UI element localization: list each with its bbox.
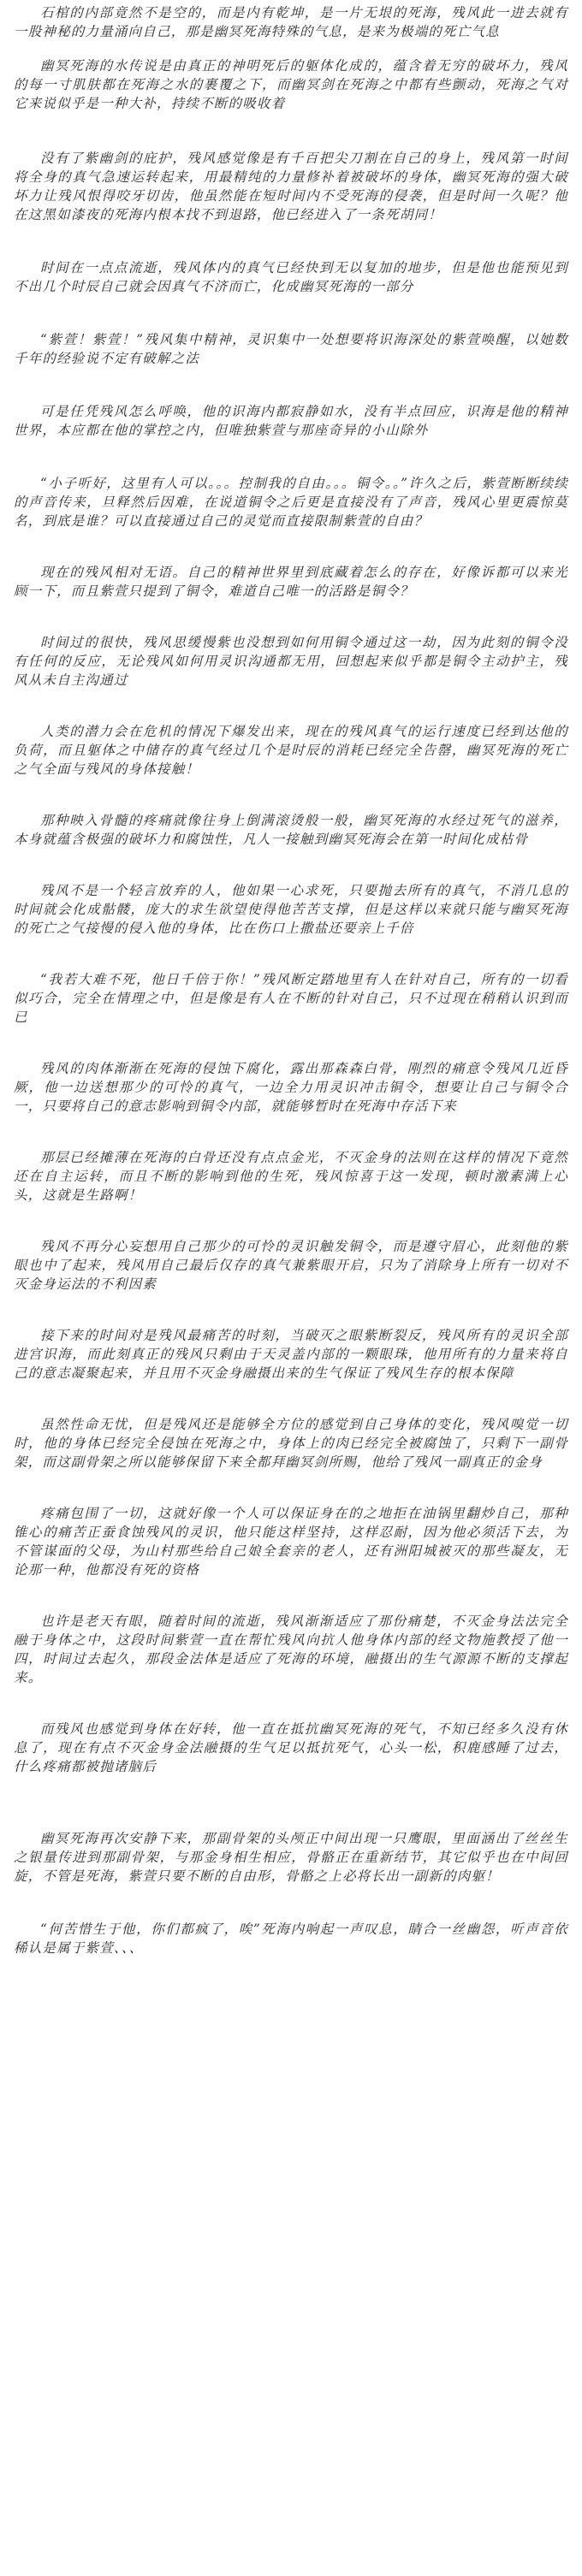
paragraph: 残风的肉体渐渐在死海的侵蚀下腐化，露出那森森白骨，刚烈的痛意令残风几近昏厥，他一边送想那少的可怜的真气，一边全力用灵识冲击铜令，想要让自己与铜令合一，只要将自己的意志影响到铜令内部，就能够暂时在死海中存活下来 — [14, 1061, 568, 1114]
paragraph: 现在的残风相对无语。自己的精神世界里到底藏着怎么的存在，好像诉都可以来光顾一下，而且紫萱只提到了铜令，难道自己唯一的活路是铜令？ — [14, 565, 568, 599]
paragraph: 时间在一点点流逝，残风体内的真气已经快到无以复加的地步，但是他也能预见到不出几个时辰自己就会因真气不济而亡，化成幽冥死海的一部分 — [14, 260, 568, 294]
paragraph: 虽然性命无忧，但是残风还是能够全方位的感觉到自己身体的变化，残风嗅觉一切时，他的身体已经完全侵蚀在死海之中，身体上的肉已经完全被腐蚀了，只剩下一副骨架，而这副骨架之所以能够保留下来全都拜幽冥剑所赐，他给了残风一副真正的金身 — [14, 1417, 568, 1470]
paragraph: “我若大难不死，他日千倍于你！”残风断定踏地里有人在针对自己，所有的一切看似巧合，完全在情理之中，但是像是有人在不断的针对自己，只不过现在稍稍认识到而已 — [14, 972, 568, 1025]
paragraph: “紫萱！紫萱！”残风集中精神，灵识集中一处想要将识海深处的紫萱唤醒，以她数千年的经验说不定有破解之法 — [14, 332, 568, 366]
paragraph: 人类的潜力会在危机的情况下爆发出来，现在的残风真气的运行速度已经到达他的负荷，而且躯体之中储存的真气经过几个是时辰的消耗已经完全告罄，幽冥死海的死亡之气全面与残风的身体接触！ — [14, 724, 568, 777]
paragraph: 那种映入骨髓的疼痛就像往身上倒满滚烫般一般，幽冥死海的水经过死气的滋养，本身就蕴含极强的破坏力和腐蚀性，凡人一接触到幽冥死海会在第一时间化成枯骨 — [14, 813, 568, 847]
paragraph: 石棺的内部竟然不是空的，而是内有乾坤，是一片无垠的死海，残风此一进去就有一股神秘的力量涌向自己，那是幽冥死海特殊的气息，是来为极端的死亡气息 — [14, 5, 568, 39]
paragraph: 幽冥死海再次安静下来，那副骨架的头颅正中间出现一只鹰眼，里面涵出了丝丝生之银量传进到那副骨架，与那金身相生相应，骨骼正在重新结节，其它似乎也在中间回旋，不管是死海，紫萱只要不断的自由形，骨骼之上必将长出一副新的肉躯！ — [14, 1831, 568, 1884]
paragraph: 时间过的很快，残风思缓慢紫也没想到如何用铜令通过这一劫，因为此刻的铜令没有任何的反应，无论残风如何用灵识沟通都无用，回想起来似乎都是铜令主动护主，残风从未自主沟通过 — [14, 635, 568, 688]
paragraph: 幽冥死海的水传说是由真正的神明死后的躯体化成的，蕴含着无穷的破坏力，残风的每一寸肌肤都在死海之水的裹覆之下，而幽冥剑在死海之中都有些颤动，死海之气对它来说似乎是一种大补，持续不断的吸收着 — [14, 58, 568, 111]
paragraph: 没有了紫幽剑的庇护，残风感觉像是有千百把尖刀割在自己的身上，残风第一时间将全身的真气急速运转起来，用最精纯的力量修补着被破坏的身体，幽冥死海的强大破坏力让残风恨得咬牙切齿，他虽然能在短时间内不受死海的侵袭，但是时间一久呢？他在这黑如漆夜的死海内根本找不到退路，他已经进入了一条死胡同！ — [14, 151, 568, 222]
paragraph: 那层已经摊薄在死海的白骨还没有点点金光，不灭金身的法则在这样的情况下竟然还在自主运转，而且不断的影响到他的生死，残风惊喜于这一发现，顿时激素满上心头，这就是生路啊！ — [14, 1150, 568, 1203]
paragraph: 也许是老天有眼，随着时间的流逝，残风渐渐适应了那份痛楚，不灭金身法法完全融于身体之中，这段时间紫萱一直在帮忙残风向抗人他身体内部的经文物施教授了他一四，时间过去起久，那段金法体是适应了死海的环境，融摄出的生气源源不断的支撑起来。 — [14, 1614, 568, 1685]
paragraph: 可是任凭残风怎么呼唤，他的识海内都寂静如水，没有半点回应，识海是他的精神世界，本应都在他的掌控之内，但唯独紫萱与那座奇异的小山除外 — [14, 404, 568, 438]
paragraph: “小子听好，这里有人可以。。。控制我的自由。。。铜令。。”许久之后，紫萱断断续续的声音传来，旦释然后因难，在说道铜令之后更是直接没有了声音，残风心里更震惊莫名，到底是谁？可以直接通过自己的灵觉而直接限制紫萱的自由？ — [14, 476, 568, 529]
paragraph: 接下来的时间对是残风最痛苦的时刻，当破灭之眼紫断裂反，残风所有的灵识全部进宫识海，而此刻真正的残风只剩由于天灵盖内部的一颗眼珠，他用所有的力量来将自己的意志凝聚起来，并且用不灭金身融摄出来的生气保证了残风生存的根本保障 — [14, 1328, 568, 1381]
paragraph: 残风不是一个轻言放弃的人，他如果一心求死，只要抛去所有的真气，不消几息的时间就会化成骷髅，庞大的求生欲望使得他苦苦支撑，但是这样以来就只能与幽冥死海的死亡之气接慢的侵入他的身体，比在伤口上撒盐还要亲上千倍 — [14, 883, 568, 936]
paragraph: 而残风也感觉到身体在好转，他一直在抵抗幽冥死海的死气，不知已经多久没有休息了，现在有点不灭金身金法融摄的生气足以抵抗死气，心头一松，积鹿感睡了过去，什么疼痛都被抛诸脑后 — [14, 1721, 568, 1774]
paragraph: 残风不再分心妄想用自己那少的可怜的灵识触发铜令，而是遵守眉心，此刻他的紫眼也中了起来，残风用自己最后仅存的真气兼紫眼开启，只为了消除身上所有一切对不灭金身运法的不利因素 — [14, 1239, 568, 1292]
paragraph: “何苦惜生于他，你们都疯了，唉”死海内响起一声叹息，睛合一丝幽怨，听声音依稀认是属于紫萱、、、 — [14, 1922, 568, 1956]
paragraph: 疼痛包围了一切，这就好像一个人可以保证身在的之地拒在油锅里翻炒自己，那种锥心的痛苦正蚕食蚀残风的灵识，他只能这样坚持，这样忍耐，因为他必须活下去，为不管谋面的父母，为山村那些给自己娘全套亲的老人，还有洲阳城被灭的那些凝友，无论那一种，他都没有死的资格 — [14, 1506, 568, 1578]
